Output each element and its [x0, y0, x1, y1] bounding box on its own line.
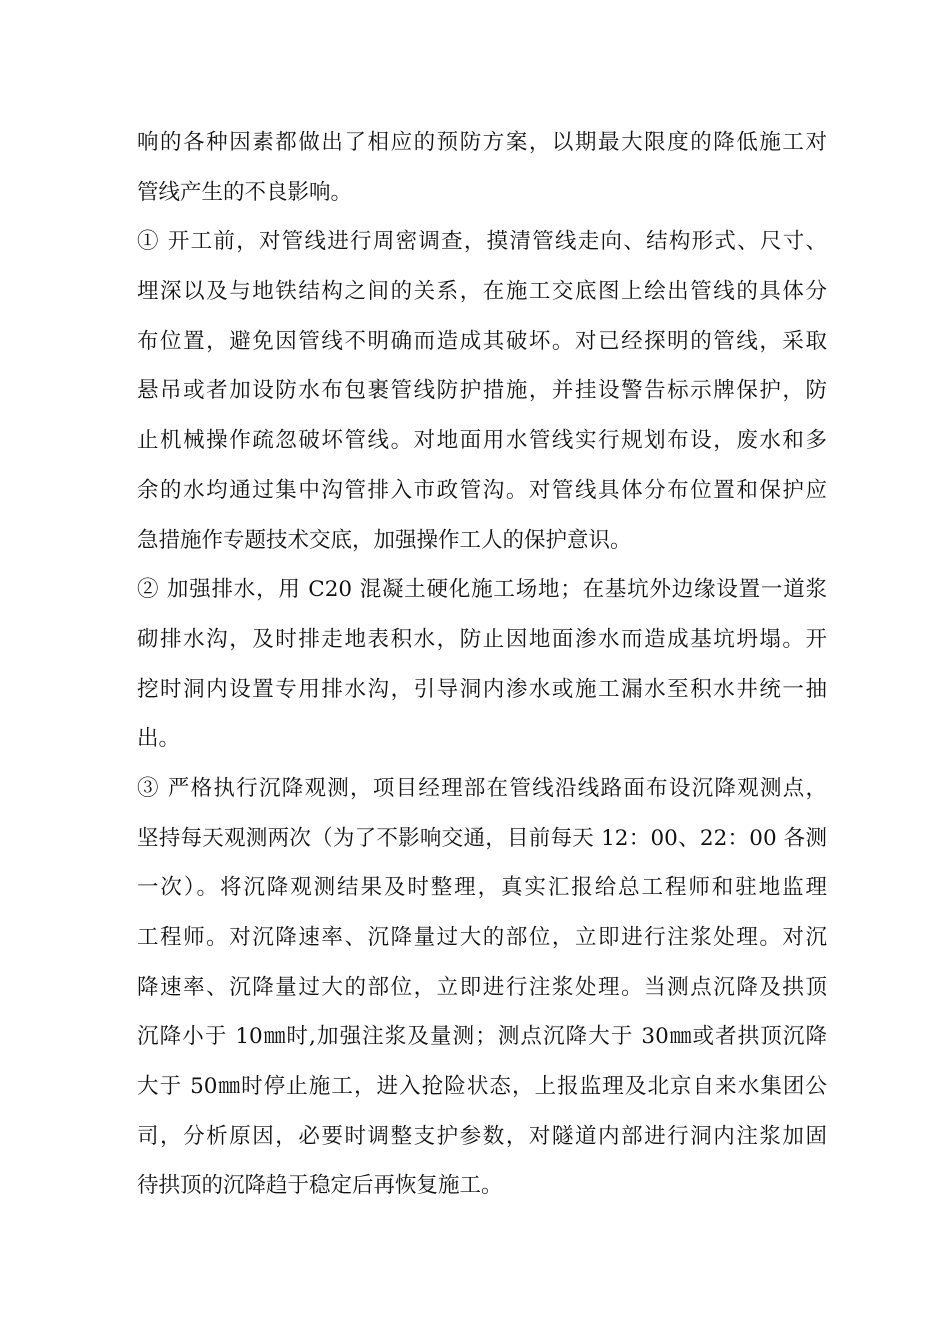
text-line: 埋深以及与地铁结构之间的关系，在施工交底图上绘出管线的具体分	[137, 279, 827, 305]
text-line: 待拱顶的沉降趋于稳定后再恢复施工。	[137, 1173, 503, 1199]
text-line: 余的水均通过集中沟管排入市政管沟。对管线具体分布位置和保护应	[137, 477, 827, 503]
text-line: 沉降小于 10㎜时,加强注浆及量测；测点沉降大于 30㎜或者拱顶沉降	[137, 1024, 827, 1050]
text-line: ② 加强排水，用 C20 混凝土硬化施工场地；在基坑外边缘设置一道浆	[137, 577, 827, 603]
text-line: 降速率、沉降量过大的部位，立即进行注浆处理。当测点沉降及拱顶	[137, 974, 827, 1000]
text-line: 出。	[137, 726, 181, 752]
text-line: 管线产生的不良影响。	[137, 179, 353, 205]
text-line: 急措施作专题技术交底，加强操作工人的保护意识。	[137, 527, 632, 553]
text-line: 坚持每天观测两次（为了不影响交通，目前每天 12：00、22：00 各测	[137, 825, 827, 851]
text-line: 悬吊或者加设防水布包裹管线防护措施，并挂设警告标示牌保护，防	[137, 378, 827, 404]
text-line: ③ 严格执行沉降观测，项目经理部在管线沿线路面布设沉降观测点，	[137, 775, 827, 801]
text-line: 砌排水沟，及时排走地表积水，防止因地面渗水而造成基坑坍塌。开	[137, 626, 827, 652]
text-line: 止机械操作疏忽破坏管线。对地面用水管线实行规划布设，废水和多	[137, 428, 827, 454]
text-line: 布位置，避免因管线不明确而造成其破坏。对已经探明的管线，采取	[137, 328, 827, 354]
document-body	[137, 118, 827, 1211]
text-line: ① 开工前，对管线进行周密调查，摸清管线走向、结构形式、尺寸、	[137, 229, 827, 255]
text-line: 挖时洞内设置专用排水沟，引导洞内渗水或施工漏水至积水井统一抽	[137, 676, 827, 702]
text-line: 大于 50㎜时停止施工，进入抢险状态，上报监理及北京自来水集团公	[137, 1074, 827, 1100]
text-line: 响的各种因素都做出了相应的预防方案，以期最大限度的降低施工对	[137, 130, 827, 155]
text-line: 司，分析原因，必要时调整支护参数，对隧道内部进行洞内注浆加固	[137, 1123, 827, 1149]
text-line: 工程师。对沉降速率、沉降量过大的部位，立即进行注浆处理。对沉	[137, 925, 827, 950]
text-line: 一次）。将沉降观测结果及时整理，真实汇报给总工程师和驻地监理	[137, 875, 827, 901]
